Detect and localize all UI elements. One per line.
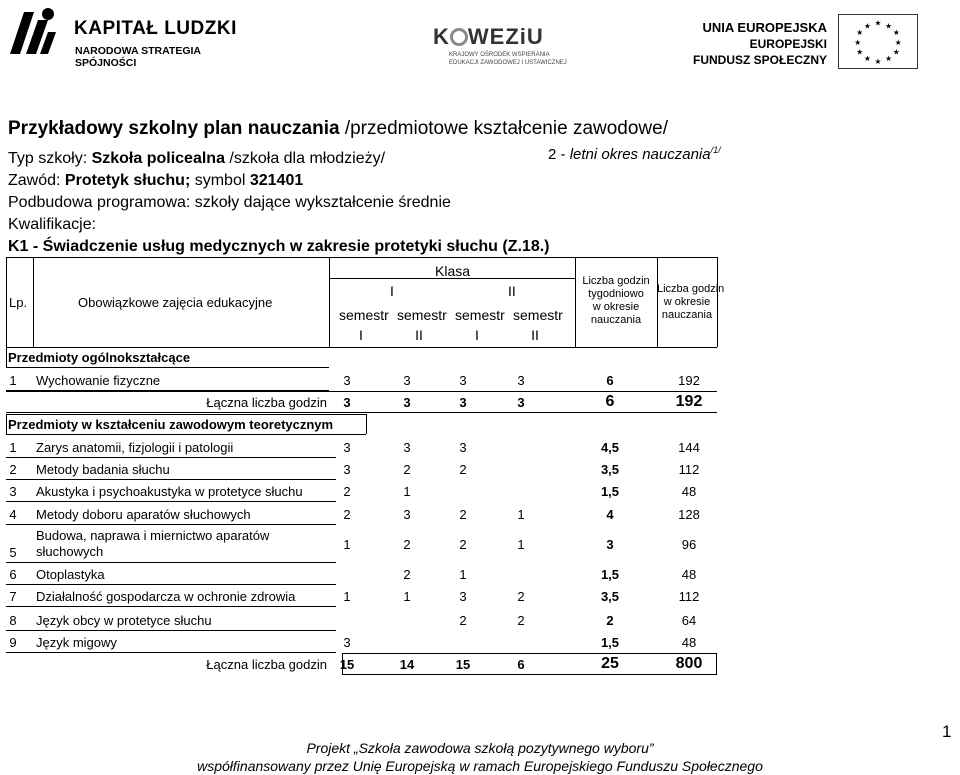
semester-hours: 1 [403, 589, 411, 604]
school-type-line: Typ szkoły: Szkoła policealna /szkoła dla młodzieży/ [8, 150, 386, 167]
semester-hours: 2 [459, 507, 467, 522]
weekly-hours: 3,5 [600, 462, 620, 477]
total-hours: 48 [681, 567, 697, 582]
row-lp: 6 [9, 567, 17, 582]
semester-hours: 2 [459, 537, 467, 552]
weekly-hours: 6 [605, 393, 615, 410]
weekly-hours: 3,5 [600, 589, 620, 604]
semester-hours: 3 [403, 440, 411, 455]
svg-text:★: ★ [894, 37, 902, 47]
page-number: 1 [942, 722, 952, 741]
qualification-k1: K1 - Świadczenie usług medycznych w zakresie protetyki słuchu (Z.18.) [8, 238, 550, 255]
semester-hours: 3 [343, 395, 351, 410]
semester-hours: 2 [403, 567, 411, 582]
total-hours: 96 [681, 537, 697, 552]
total-hours: 800 [675, 655, 703, 672]
row-lp: 1 [9, 440, 17, 455]
semester-hours: 3 [459, 373, 467, 388]
col-class2-header: II [508, 283, 516, 299]
svg-text:★: ★ [856, 28, 864, 38]
total-hours: 112 [678, 589, 700, 604]
semester-hours: 14 [399, 657, 415, 672]
row-lp: 4 [9, 507, 17, 522]
row-subject: Język obcy w protetyce słuchu [36, 613, 212, 628]
semester-hours: 15 [339, 657, 355, 672]
row-subject: Działalność gospodarcza w ochronie zdrowia [36, 589, 296, 604]
row-subject-cont: słuchowych [36, 544, 104, 559]
weekly-hours: 1,5 [600, 567, 620, 582]
row-subject: Akustyka i psychoakustyka w protetyce słuchu [36, 484, 303, 499]
col-sem2-header: semestr II [397, 307, 447, 343]
row-lp: 7 [9, 589, 17, 604]
row-subject: Język migowy [36, 635, 117, 650]
weekly-hours: 1,5 [600, 635, 620, 650]
koweziu-wordmark: K WEZiU [433, 24, 544, 49]
semester-hours: 3 [343, 373, 351, 388]
semester-hours: 2 [459, 613, 467, 628]
col-period-header: Liczba godzin w okresie nauczania [657, 283, 725, 321]
semester-hours: 3 [403, 507, 411, 522]
semester-hours: 2 [459, 462, 467, 477]
row-lp: 9 [9, 635, 17, 650]
ue-efs-text: UNIA EUROPEJSKA EUROPEJSKI FUNDUSZ SPOŁECZNY [692, 20, 827, 67]
koweziu-line1: KRAJOWY OŚRODEK WSPIERANIA [449, 52, 550, 58]
col-sem3-header: semestr I [455, 307, 505, 343]
program-basis-line: Podbudowa programowa: szkoły dające wykształcenie średnie [8, 194, 451, 211]
total-hours: 192 [678, 373, 700, 388]
svg-text:★: ★ [856, 47, 864, 57]
svg-text:★: ★ [874, 18, 882, 28]
weekly-hours: 1,5 [600, 484, 620, 499]
kapital-ludzki-logo [4, 4, 244, 69]
semester-hours: 15 [455, 657, 471, 672]
koweziu-logo [425, 14, 565, 70]
col-class1-header: I [390, 283, 394, 299]
svg-text:★: ★ [892, 28, 900, 38]
semester-hours: 2 [343, 507, 351, 522]
semester-hours: 3 [459, 589, 467, 604]
weekly-hours: 25 [601, 655, 619, 672]
row-subject: Budowa, naprawa i miernictwo aparatów [36, 528, 270, 543]
total-hours: 112 [678, 462, 700, 477]
weekly-hours: 2 [606, 613, 614, 628]
semester-hours: 3 [403, 395, 411, 410]
sum-label: Łączna liczba godzin [206, 395, 327, 410]
page-title: Przykładowy szkolny plan nauczania /przedmiotowe kształcenie zawodowe/ [8, 118, 668, 139]
total-hours: 64 [681, 613, 697, 628]
total-hours: 144 [678, 440, 700, 455]
ue-efs-logo [692, 14, 955, 74]
svg-text:★: ★ [885, 21, 893, 31]
semester-hours: 1 [517, 507, 525, 522]
semester-hours: 3 [343, 440, 351, 455]
total-hours: 48 [681, 635, 697, 650]
semester-hours: 3 [403, 373, 411, 388]
total-hours: 48 [681, 484, 697, 499]
koweziu-circle-icon [450, 28, 468, 46]
qualifications-label: Kwalifikacje: [8, 216, 97, 233]
svg-text:★: ★ [892, 47, 900, 57]
footer-cofinancing: współfinansowany przez Unię Europejską w ramach Europejskiego Funduszu Społecznego [197, 758, 763, 774]
semester-hours: 1 [459, 567, 467, 582]
row-lp: 1 [9, 373, 17, 388]
semester-hours: 2 [403, 537, 411, 552]
row-lp: 2 [9, 462, 17, 477]
kapital-ludzki-emblem-icon [4, 4, 62, 60]
semester-hours: 3 [343, 462, 351, 477]
row-subject: Metody badania słuchu [36, 462, 170, 477]
section-general-heading: Przedmioty ogólnokształcące [8, 350, 191, 365]
semester-hours: 2 [403, 462, 411, 477]
row-subject: Wychowanie fizyczne [36, 373, 161, 388]
semester-hours: 3 [343, 635, 351, 650]
svg-text:★: ★ [854, 37, 862, 47]
row-lp: 5 [9, 545, 17, 560]
weekly-hours: 4,5 [600, 440, 620, 455]
semester-hours: 3 [517, 395, 525, 410]
semester-hours: 1 [343, 589, 351, 604]
weekly-hours: 3 [606, 537, 614, 552]
koweziu-line2: EDUKACJI ZAWODOWEJ I USTAWICZNEJ [449, 60, 567, 66]
row-subject: Otoplastyka [36, 567, 105, 582]
semester-hours: 3 [459, 395, 467, 410]
profession-line: Zawód: Protetyk słuchu; symbol 321401 [8, 172, 304, 189]
section-vocational-heading: Przedmioty w kształceniu zawodowym teoretycznym [8, 417, 334, 432]
eu-flag-icon [838, 14, 918, 69]
row-lp: 3 [9, 484, 17, 499]
semester-hours: 1 [403, 484, 411, 499]
kl-subtitle: NARODOWA STRATEGIA SPÓJNOŚCI [75, 45, 201, 69]
semester-hours: 3 [459, 440, 467, 455]
row-subject: Zarys anatomii, fizjologii i patologii [36, 440, 234, 455]
weekly-hours: 4 [606, 507, 614, 522]
col-klasa-header: Klasa [435, 263, 471, 279]
semester-hours: 3 [517, 373, 525, 388]
svg-text:★: ★ [863, 54, 871, 64]
row-lp: 8 [9, 613, 17, 628]
col-subject-header: Obowiązkowe zajęcia edukacyjne [78, 295, 273, 310]
col-sem1-header: semestr I [339, 307, 389, 343]
total-hours: 128 [678, 507, 700, 522]
col-sem4-header: semestr II [513, 307, 563, 343]
svg-text:★: ★ [885, 54, 893, 64]
semester-hours: 2 [517, 589, 525, 604]
col-lp-header: Lp. [9, 295, 28, 310]
total-hours: 192 [675, 393, 703, 410]
semester-hours: 1 [517, 537, 525, 552]
semester-hours: 6 [517, 657, 525, 672]
sum-label: Łączna liczba godzin [206, 657, 327, 672]
semester-hours: 1 [343, 537, 351, 552]
weekly-hours: 6 [606, 373, 614, 388]
semester-hours: 2 [517, 613, 525, 628]
semester-hours: 2 [343, 484, 351, 499]
row-subject: Metody doboru aparatów słuchowych [36, 507, 251, 522]
footer-project: Projekt „Szkoła zawodowa szkołą pozytywnego wyboru” [306, 740, 654, 756]
svg-text:★: ★ [863, 21, 871, 31]
teaching-period: 2 - letni okres nauczania$^{/1/}$ [548, 145, 721, 163]
svg-text:★: ★ [874, 57, 882, 67]
kl-title: KAPITAŁ LUDZKI [74, 18, 237, 39]
col-weekly-header: Liczba godzin tygodniowo w okresie nauczania [582, 275, 650, 326]
